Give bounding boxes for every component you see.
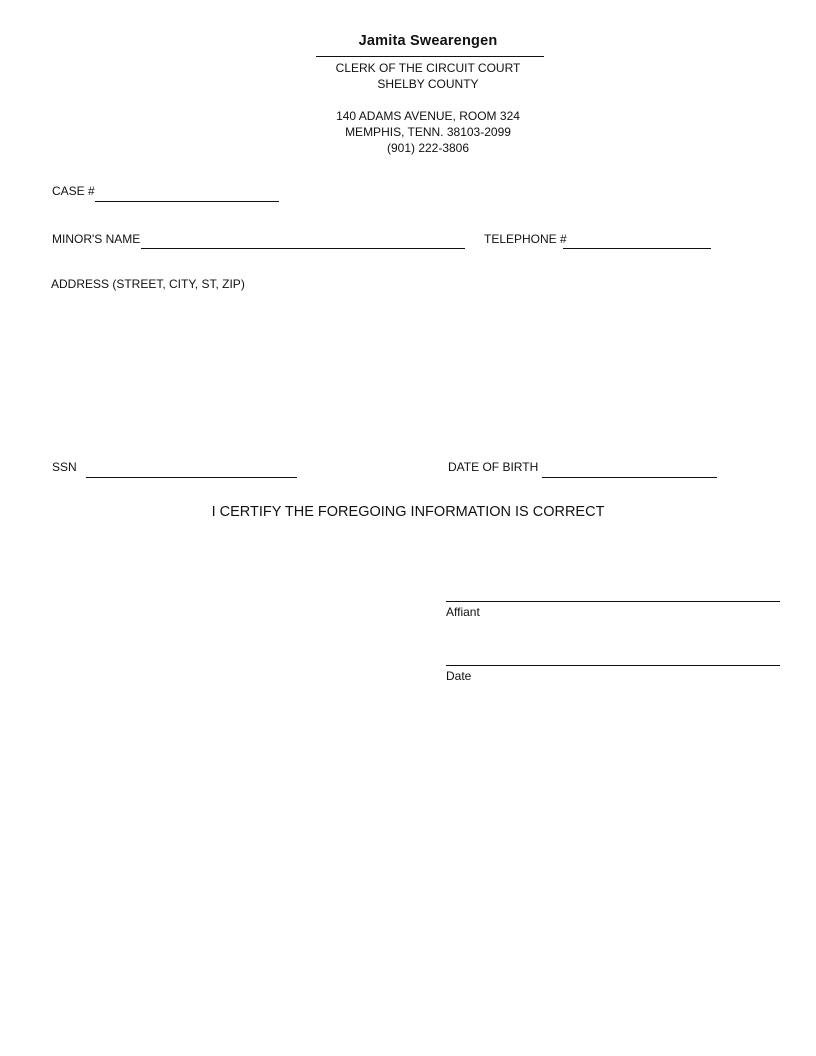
case-number-label: CASE # (52, 184, 95, 198)
telephone-underline (563, 248, 711, 249)
minor-name-label: MINOR'S NAME (52, 232, 141, 246)
office-address-line2: MEMPHIS, TENN. 38103-2099 (345, 125, 511, 139)
office-title: CLERK OF THE CIRCUIT COURT (335, 61, 521, 75)
minor-name-field[interactable] (143, 233, 463, 248)
address-label: ADDRESS (STREET, CITY, ST, ZIP) (51, 277, 245, 291)
ssn-field[interactable] (88, 461, 294, 476)
date-label: Date (446, 669, 472, 683)
minor-name-underline (141, 248, 465, 249)
case-number-underline (95, 201, 279, 202)
certification-statement: I CERTIFY THE FOREGOING INFORMATION IS CORRECT (211, 504, 605, 520)
telephone-label: TELEPHONE # (484, 232, 567, 246)
dob-label: DATE OF BIRTH (448, 460, 539, 474)
telephone-field[interactable] (565, 233, 709, 248)
office-phone: (901) 222-3806 (386, 141, 470, 155)
date-signature-line[interactable] (446, 665, 780, 666)
affiant-label: Affiant (446, 605, 480, 619)
office-address-line1: 140 ADAMS AVENUE, ROOM 324 (336, 109, 520, 123)
dob-underline (542, 477, 717, 478)
ssn-label: SSN (52, 460, 77, 474)
county-name: SHELBY COUNTY (377, 77, 479, 91)
case-number-field[interactable] (97, 185, 279, 200)
clerk-name: Jamita Swearengen (358, 33, 498, 49)
dob-field[interactable] (544, 461, 715, 476)
header-rule (316, 56, 544, 57)
affiant-signature-line[interactable] (446, 601, 780, 602)
ssn-underline (86, 477, 297, 478)
address-box[interactable] (52, 304, 716, 428)
